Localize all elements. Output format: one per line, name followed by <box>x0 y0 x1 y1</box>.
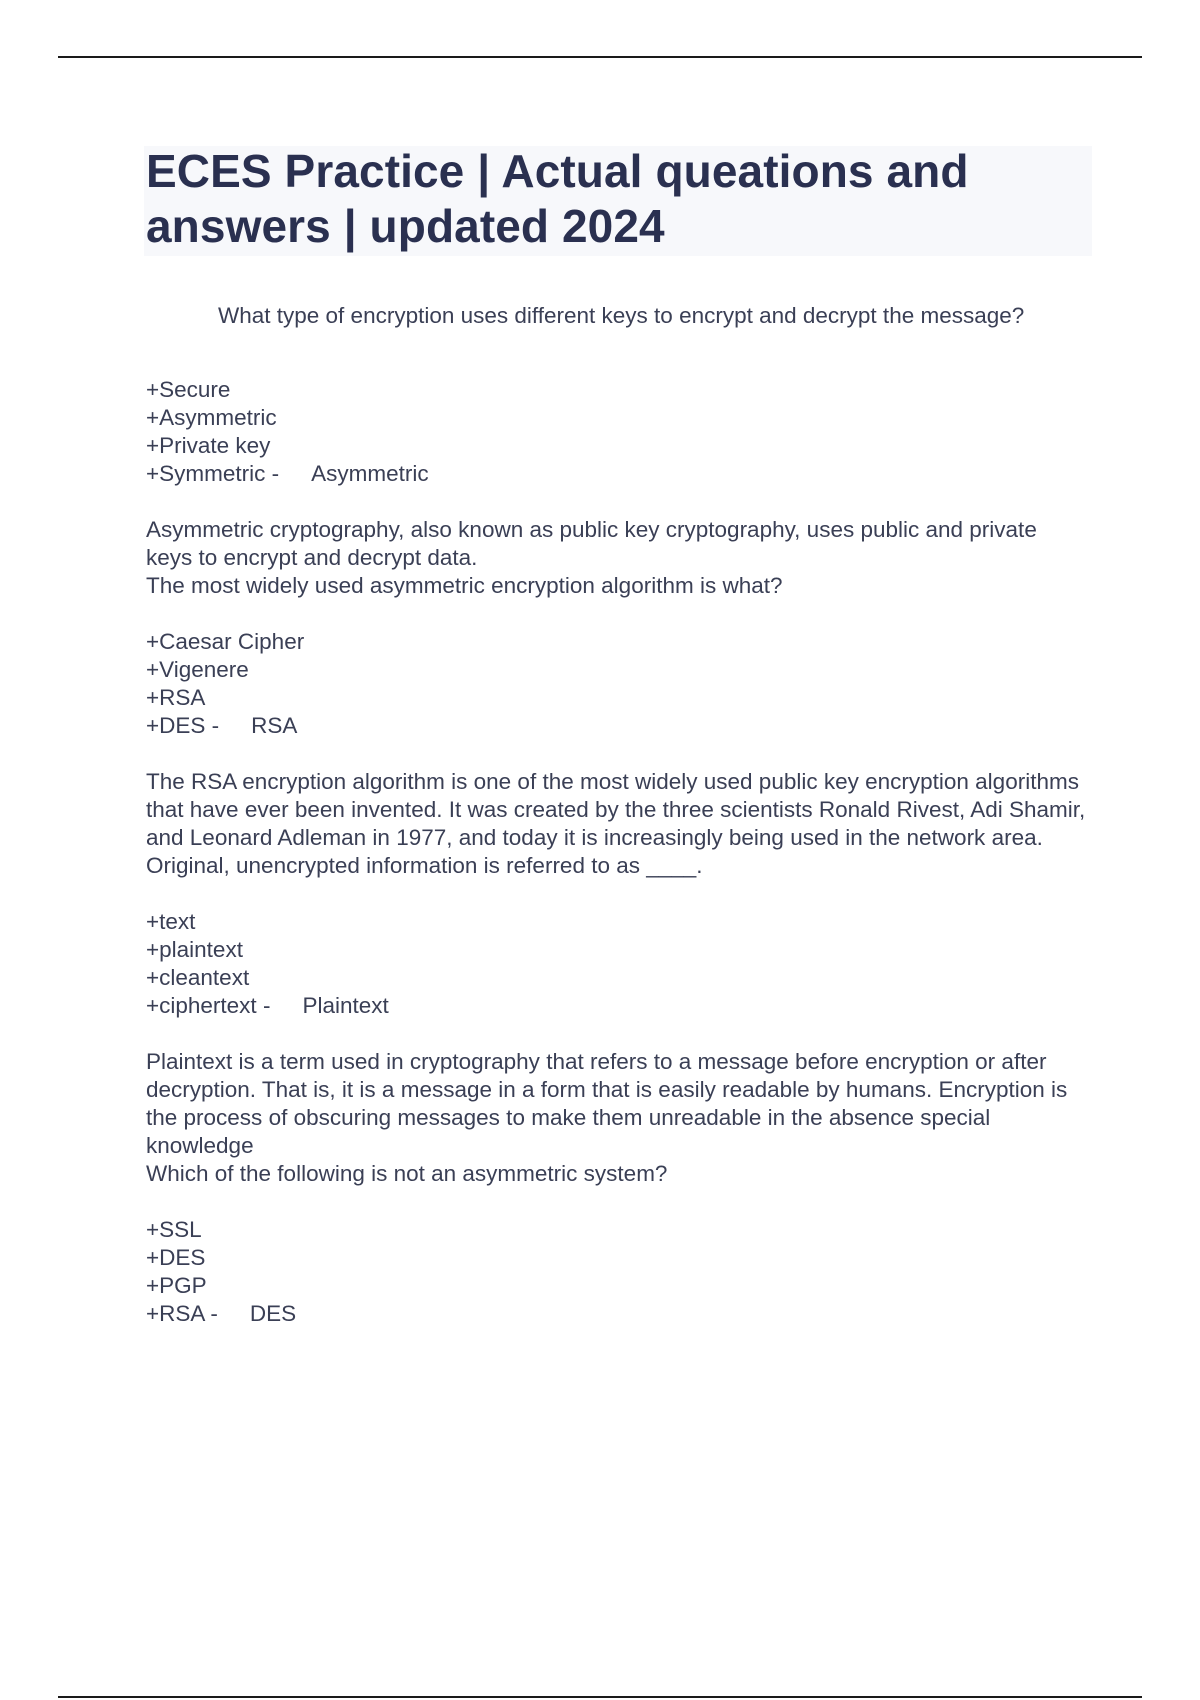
option-last <box>146 992 1086 1020</box>
explanation-text: The RSA encryption algorithm is one of the most widely used public key encryption algorithms that have ever been invented. It was created by the three scientists Ronald Rivest, Adi Shamir, and Leonard Adleman in 1977, and today it is increasingly being used in the network area. <box>146 769 1086 850</box>
option: +RSA <box>146 685 206 710</box>
option: +DES - <box>146 713 220 738</box>
top-rule <box>58 56 1142 58</box>
options-q3 <box>146 908 1086 1020</box>
option: +text <box>146 909 196 934</box>
question-1: What type of encryption uses different keys to encrypt and decrypt the message? <box>218 303 1025 328</box>
option: +plaintext <box>146 937 243 962</box>
option: +Asymmetric <box>146 405 277 430</box>
explanation-q3 <box>146 1048 1086 1188</box>
option: +ciphertext - <box>146 993 271 1018</box>
options-q2 <box>146 628 1086 740</box>
question-4: Which of the following is not an asymmetric system? <box>146 1161 668 1186</box>
option: +cleantext <box>146 965 250 990</box>
option: +SSL <box>146 1217 202 1242</box>
answer: DES <box>249 1301 297 1326</box>
option-last <box>146 460 1086 488</box>
explanation-q2 <box>146 768 1086 880</box>
answer: Asymmetric <box>311 461 429 486</box>
qa-content <box>146 376 1086 1328</box>
explanation-q1 <box>146 516 1086 600</box>
option: +Private key <box>146 433 271 458</box>
answer: Plaintext <box>302 993 389 1018</box>
question-2: The most widely used asymmetric encryption algorithm is what? <box>146 573 783 598</box>
bottom-rule <box>58 1696 1142 1698</box>
option-last <box>146 712 1086 740</box>
option: +Caesar Cipher <box>146 629 305 654</box>
document-title: ECES Practice | Actual queations and answers | updated 2024 <box>146 145 969 252</box>
option: +Vigenere <box>146 657 249 682</box>
answer: RSA <box>251 713 298 738</box>
option: +RSA - <box>146 1301 218 1326</box>
option: +PGP <box>146 1273 207 1298</box>
option: +Secure <box>146 377 231 402</box>
option: +Symmetric - <box>146 461 280 486</box>
options-q4 <box>146 1216 1086 1328</box>
explanation-text: Asymmetric cryptography, also known as public key cryptography, uses public and private keys to encrypt and decrypt data. <box>146 517 1037 570</box>
options-q1 <box>146 376 1086 488</box>
explanation-text: Plaintext is a term used in cryptography that refers to a message before encryption or after decryption. That is, it is a message in a form that is easily readable by humans. Encryption is the process of obscuring messages to make them unreadable in the absence special knowledge <box>146 1049 1068 1158</box>
question-3: Original, unencrypted information is referred to as ____. <box>146 853 703 878</box>
option: +DES <box>146 1245 206 1270</box>
option-last <box>146 1300 1086 1328</box>
